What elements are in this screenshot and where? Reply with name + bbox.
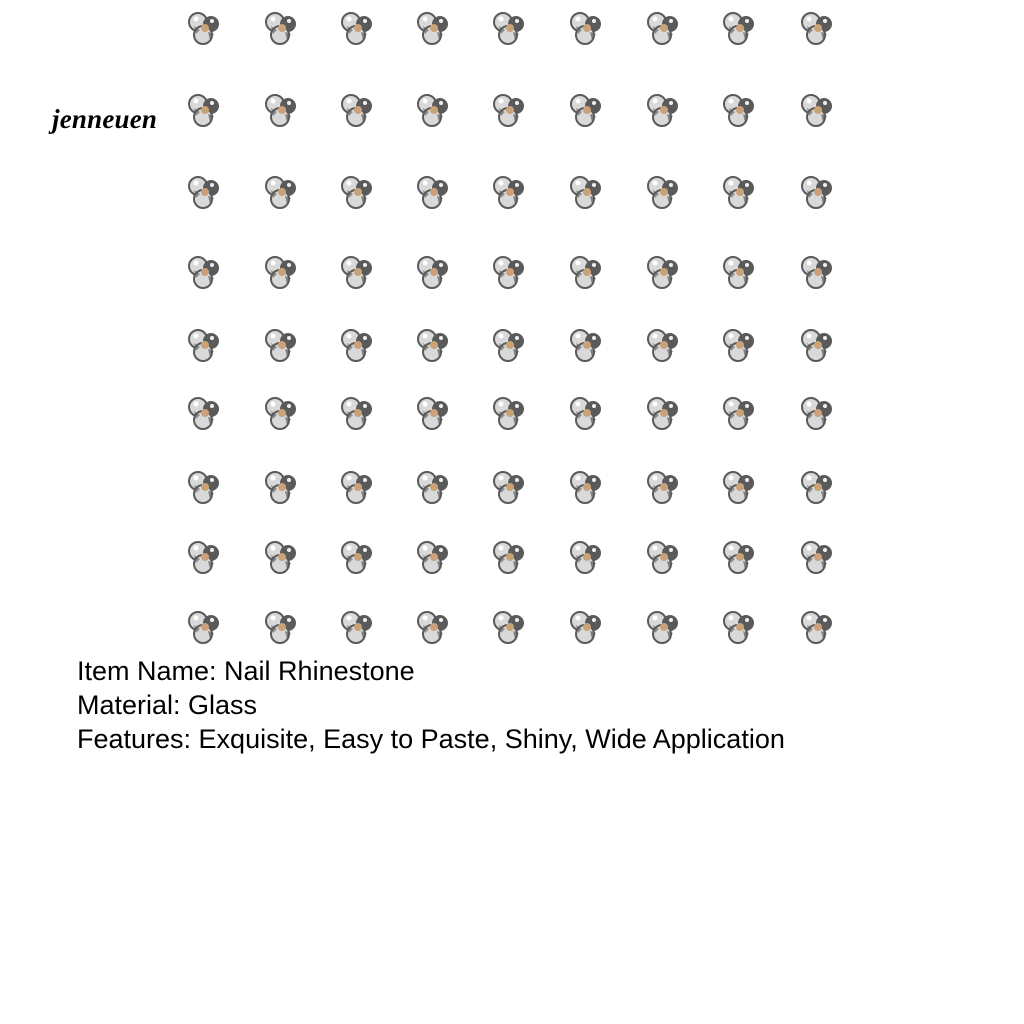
rhinestone-icon	[566, 467, 606, 507]
rhinestone-icon	[413, 90, 453, 130]
rhinestone-icon	[184, 90, 224, 130]
rhinestone-icon	[337, 8, 377, 48]
rhinestone-icon	[337, 172, 377, 212]
rhinestone-icon	[643, 172, 683, 212]
rhinestone-icon	[413, 252, 453, 292]
rhinestone-icon	[566, 393, 606, 433]
rhinestone-icon	[566, 537, 606, 577]
rhinestone-icon	[797, 393, 837, 433]
rhinestone-icon	[184, 537, 224, 577]
rhinestone-icon	[184, 172, 224, 212]
rhinestone-icon	[413, 537, 453, 577]
material-line: Material: Glass	[77, 690, 258, 720]
rhinestone-icon	[719, 607, 759, 647]
rhinestone-icon	[797, 8, 837, 48]
rhinestone-icon	[489, 90, 529, 130]
rhinestone-icon	[566, 90, 606, 130]
rhinestone-icon	[489, 467, 529, 507]
rhinestone-icon	[797, 467, 837, 507]
rhinestone-icon	[566, 8, 606, 48]
rhinestone-icon	[413, 325, 453, 365]
rhinestone-icon	[261, 393, 301, 433]
rhinestone-icon	[489, 252, 529, 292]
rhinestone-icon	[719, 537, 759, 577]
rhinestone-icon	[719, 393, 759, 433]
rhinestone-icon	[566, 607, 606, 647]
rhinestone-icon	[184, 467, 224, 507]
rhinestone-icon	[643, 393, 683, 433]
rhinestone-icon	[261, 607, 301, 647]
rhinestone-icon	[797, 90, 837, 130]
rhinestone-icon	[489, 537, 529, 577]
rhinestone-icon	[643, 537, 683, 577]
rhinestone-icon	[489, 8, 529, 48]
rhinestone-icon	[489, 607, 529, 647]
rhinestone-icon	[261, 467, 301, 507]
rhinestone-icon	[489, 172, 529, 212]
rhinestone-icon	[643, 90, 683, 130]
rhinestone-icon	[566, 252, 606, 292]
rhinestone-icon	[643, 252, 683, 292]
rhinestone-icon	[643, 325, 683, 365]
rhinestone-icon	[184, 325, 224, 365]
rhinestone-icon	[337, 90, 377, 130]
rhinestone-icon	[797, 172, 837, 212]
rhinestone-icon	[797, 607, 837, 647]
rhinestone-icon	[797, 252, 837, 292]
rhinestone-icon	[413, 8, 453, 48]
rhinestone-icon	[797, 537, 837, 577]
rhinestone-icon	[413, 172, 453, 212]
rhinestone-icon	[337, 393, 377, 433]
rhinestone-icon	[261, 8, 301, 48]
rhinestone-icon	[719, 172, 759, 212]
rhinestone-icon	[184, 8, 224, 48]
rhinestone-icon	[797, 325, 837, 365]
features-line: Features: Exquisite, Easy to Paste, Shiny, Wide Application	[77, 724, 785, 754]
rhinestone-icon	[184, 252, 224, 292]
rhinestone-icon	[643, 467, 683, 507]
rhinestone-icon	[261, 325, 301, 365]
rhinestone-icon	[566, 325, 606, 365]
rhinestone-icon	[337, 607, 377, 647]
rhinestone-icon	[337, 537, 377, 577]
brand-logo: jenneuen	[52, 104, 158, 134]
rhinestone-icon	[184, 393, 224, 433]
rhinestone-icon	[489, 325, 529, 365]
rhinestone-icon	[261, 90, 301, 130]
rhinestone-icon	[719, 8, 759, 48]
rhinestone-icon	[261, 252, 301, 292]
rhinestone-icon	[413, 393, 453, 433]
rhinestone-icon	[184, 607, 224, 647]
rhinestone-icon	[643, 8, 683, 48]
product-info	[77, 654, 785, 756]
rhinestone-icon	[719, 467, 759, 507]
rhinestone-icon	[337, 325, 377, 365]
rhinestone-icon	[413, 607, 453, 647]
rhinestone-icon	[643, 607, 683, 647]
rhinestone-icon	[261, 537, 301, 577]
rhinestone-icon	[719, 90, 759, 130]
rhinestone-grid	[168, 0, 848, 650]
rhinestone-icon	[719, 325, 759, 365]
rhinestone-icon	[261, 172, 301, 212]
rhinestone-icon	[489, 393, 529, 433]
rhinestone-icon	[337, 252, 377, 292]
rhinestone-icon	[566, 172, 606, 212]
item-name-line: Item Name: Nail Rhinestone	[77, 656, 415, 686]
rhinestone-icon	[337, 467, 377, 507]
rhinestone-icon	[413, 467, 453, 507]
rhinestone-icon	[719, 252, 759, 292]
